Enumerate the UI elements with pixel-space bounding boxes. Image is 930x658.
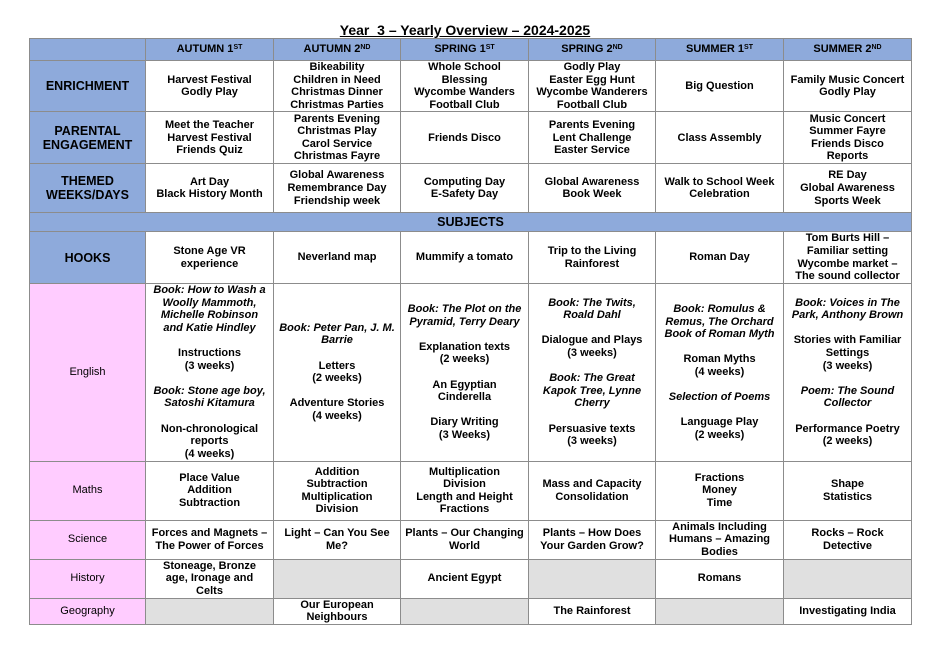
cell-text-line bbox=[658, 379, 781, 392]
cell-text-line bbox=[531, 322, 653, 335]
cell-text-line: Godly Play bbox=[181, 86, 238, 99]
cell-text-line: Christmas Play bbox=[297, 125, 377, 138]
hooks-cell bbox=[401, 232, 529, 283]
cell-text-line bbox=[276, 347, 398, 360]
cell-text-line bbox=[148, 334, 271, 347]
cell-text-line: Whole School bbox=[428, 61, 501, 73]
cell-text-line: Children in Need bbox=[293, 73, 381, 86]
maths-row bbox=[30, 461, 912, 520]
book-title-line: Michelle Robinson bbox=[160, 309, 259, 322]
subjects-heading-row bbox=[30, 213, 912, 232]
cell-text-line: Tom Burts Hill – bbox=[805, 232, 890, 245]
cell-text-line: Trip to the Living bbox=[547, 244, 637, 257]
cell-text-line: Stories with Familiar bbox=[793, 334, 902, 347]
cell-text-line: RE Day bbox=[828, 169, 867, 182]
cell-text-line: Wycombe Wanderers bbox=[536, 86, 648, 99]
cell-text-line: Length and Height bbox=[416, 490, 513, 503]
hooks-cell bbox=[784, 232, 912, 283]
cell-text-line: Art Day bbox=[189, 175, 230, 188]
cell-text-line: Parents Evening bbox=[293, 112, 381, 125]
corner-cell bbox=[30, 39, 146, 61]
row-label-line: WEEKS/DAYS bbox=[46, 188, 129, 203]
english-cell bbox=[146, 283, 274, 461]
book-title-line: Book: Romulus & bbox=[673, 302, 766, 315]
book-title-line: Remus, The Orchard bbox=[665, 315, 774, 328]
book-title-line: Collector bbox=[823, 397, 872, 410]
cell-text-line: Computing Day bbox=[423, 175, 506, 188]
enrichment-row-label: ENRICHMENT bbox=[30, 61, 146, 112]
book-title-line: Poem: The Sound bbox=[800, 384, 895, 397]
geography-cell bbox=[784, 598, 912, 624]
cell-text-line: Harvest Festival bbox=[167, 73, 252, 86]
row-label-line: PARENTAL bbox=[54, 123, 121, 138]
cell-text-line: Meet the Teacher bbox=[164, 118, 255, 131]
book-title-line: Book: Voices in The bbox=[795, 296, 900, 309]
cell-text-line: Non-chronological bbox=[160, 422, 259, 435]
cell-text-line: World bbox=[449, 539, 480, 552]
book-title-line: Book: The Great bbox=[549, 372, 635, 385]
history-cell bbox=[529, 559, 656, 598]
cell-text-line: (3 weeks) bbox=[184, 359, 235, 372]
parental-cell bbox=[401, 112, 529, 164]
maths-cell bbox=[401, 461, 529, 520]
cell-text-line: Sports Week bbox=[814, 194, 881, 207]
history-cell bbox=[274, 559, 401, 598]
enrichment-cell bbox=[656, 61, 784, 112]
cell-text-line: Settings bbox=[825, 347, 870, 360]
cell-text-line: Multiplication bbox=[301, 490, 373, 503]
cell-text-line bbox=[786, 410, 909, 423]
science-cell bbox=[401, 520, 529, 559]
history-row-label: History bbox=[30, 559, 146, 598]
themed-cell bbox=[784, 164, 912, 213]
cell-text-line: Addition bbox=[187, 484, 232, 497]
english-cell bbox=[529, 283, 656, 461]
cell-text-line: Division bbox=[443, 478, 486, 491]
cell-text-line: (3 weeks) bbox=[822, 359, 873, 372]
book-title-line: Roald Dahl bbox=[563, 309, 621, 322]
cell-text-line: Wycombe Wanders bbox=[414, 86, 515, 99]
cell-text-line: (4 weeks) bbox=[184, 447, 235, 460]
cell-text-line: Friendship week bbox=[293, 194, 381, 207]
cell-text-line: Dialogue and Plays bbox=[541, 334, 643, 347]
cell-text-line: (4 weeks) bbox=[312, 410, 362, 423]
cell-text-line: Stone Age VR bbox=[173, 244, 246, 257]
cell-text-line: Easter Egg Hunt bbox=[549, 73, 635, 86]
cell-text-line bbox=[658, 404, 781, 417]
cell-text-line: Adventure Stories bbox=[289, 397, 385, 410]
cell-text-line: Explanation texts bbox=[418, 340, 511, 353]
cell-text-line: Christmas Dinner bbox=[291, 86, 383, 99]
science-cell bbox=[784, 520, 912, 559]
cell-text-line: Humans – Amazing bbox=[668, 533, 771, 546]
cell-text-line: Language Play bbox=[680, 416, 759, 429]
subjects-heading: SUBJECTS bbox=[30, 213, 912, 232]
cell-text-line: (3 weeks) bbox=[567, 435, 617, 448]
enrichment-row bbox=[30, 61, 912, 112]
themed-cell bbox=[274, 164, 401, 213]
cell-text-line: Bikeability bbox=[309, 61, 365, 73]
maths-cell bbox=[529, 461, 656, 520]
cell-text-line: Place Value bbox=[179, 471, 240, 484]
cell-text-line bbox=[531, 360, 653, 373]
geography-cell bbox=[274, 598, 401, 624]
cell-text-line: Global Awareness bbox=[800, 182, 895, 195]
cell-text-line bbox=[403, 404, 526, 417]
cell-text-line: Blessing bbox=[441, 73, 488, 86]
hooks-row-label: HOOKS bbox=[30, 232, 146, 283]
cell-text-line: Our European bbox=[300, 598, 374, 611]
cell-text-line: Neighbours bbox=[306, 611, 368, 624]
cell-text-line: Division bbox=[315, 503, 359, 516]
themed-cell bbox=[146, 164, 274, 213]
cell-text-line: Godly Play bbox=[819, 86, 876, 99]
themed-cell bbox=[656, 164, 784, 213]
geography-cell bbox=[146, 598, 274, 624]
cell-text-line: Mass and Capacity bbox=[542, 478, 642, 491]
parental-row-label bbox=[30, 112, 146, 164]
cell-text-line: Family Music Concert bbox=[790, 73, 905, 86]
cell-text-line: Remembrance Day bbox=[287, 182, 387, 195]
cell-text-line: Instructions bbox=[178, 347, 241, 360]
cell-text-line: Romans bbox=[697, 572, 742, 585]
cell-text-line: (2 weeks) bbox=[439, 353, 490, 366]
themed-row-label bbox=[30, 164, 146, 213]
yearly-overview-table bbox=[29, 38, 912, 625]
science-row bbox=[30, 520, 912, 559]
book-title-line: Book of Roman Myth bbox=[664, 328, 775, 341]
cell-text-line: Subtraction bbox=[178, 497, 241, 510]
geography-cell bbox=[656, 598, 784, 624]
cell-text-line: (3 Weeks) bbox=[438, 428, 491, 441]
book-title-line: Selection of Poems bbox=[668, 391, 771, 404]
parental-cell bbox=[656, 112, 784, 164]
themed-weeks-row bbox=[30, 164, 912, 213]
cell-text-line: Harvest Festival bbox=[167, 131, 252, 144]
cell-text-line: Light – Can You See bbox=[284, 527, 390, 540]
enrichment-cell bbox=[274, 61, 401, 112]
hooks-cell bbox=[146, 232, 274, 283]
cell-text-line: Bodies bbox=[701, 546, 738, 559]
book-title-line: Book: Stone age boy, bbox=[153, 384, 266, 397]
cell-text-line: experience bbox=[180, 257, 239, 270]
cell-text-line: Celts bbox=[196, 584, 223, 597]
cell-text-line: Fractions bbox=[694, 471, 745, 484]
cell-text-line: (4 weeks) bbox=[694, 365, 745, 378]
book-title-line: Book: Peter Pan, J. M. bbox=[279, 321, 395, 334]
term-header: AUTUMN 1ST bbox=[146, 39, 274, 61]
cell-text-line: Diary Writing bbox=[430, 416, 499, 429]
cell-text-line bbox=[148, 372, 271, 385]
cell-text-line: Shape bbox=[830, 478, 864, 491]
term-header: SPRING 2ND bbox=[529, 39, 656, 61]
row-label-line: ENGAGEMENT bbox=[42, 137, 133, 152]
cell-text-line: Friends Disco bbox=[428, 131, 501, 144]
history-cell bbox=[401, 559, 529, 598]
cell-text-line: Addition bbox=[314, 465, 360, 478]
cell-text-line: Forces and Magnets – bbox=[151, 527, 268, 540]
cell-text-line: Friends Quiz bbox=[176, 144, 243, 157]
science-cell bbox=[146, 520, 274, 559]
geography-cell bbox=[529, 598, 656, 624]
enrichment-cell bbox=[146, 61, 274, 112]
page-title: Year_3 – Yearly Overview – 2024-2025 bbox=[339, 22, 591, 38]
cell-text-line: Multiplication bbox=[429, 465, 500, 478]
cell-text-line: Global Awareness bbox=[289, 169, 385, 182]
cell-text-line: Mummify a tomato bbox=[415, 251, 514, 264]
cell-text-line: Football Club bbox=[429, 98, 500, 111]
cell-text-line: Stoneage, Bronze bbox=[163, 559, 256, 572]
science-cell bbox=[274, 520, 401, 559]
cell-text-line: An Egyptian bbox=[432, 378, 497, 391]
themed-cell bbox=[401, 164, 529, 213]
cell-text-line: Book Week bbox=[562, 188, 622, 201]
book-title-line: Woolly Mammoth, bbox=[162, 296, 257, 309]
cell-text-line: Cinderella bbox=[437, 391, 492, 404]
cell-text-line: The Power of Forces bbox=[155, 539, 264, 552]
hooks-cell bbox=[656, 232, 784, 283]
english-cell bbox=[656, 283, 784, 461]
cell-text-line: Class Assembly bbox=[677, 131, 762, 144]
book-title-line: Book: The Plot on the bbox=[407, 302, 522, 315]
book-title-line: Cherry bbox=[574, 397, 610, 410]
cell-text-line: Ancient Egypt bbox=[427, 572, 502, 585]
term-header: SUMMER 2ND bbox=[784, 39, 912, 61]
cell-text-line: Statistics bbox=[823, 490, 872, 503]
term-header: SUMMER 1ST bbox=[656, 39, 784, 61]
cell-text-line: (3 weeks) bbox=[567, 347, 617, 360]
cell-text-line: Easter Service bbox=[554, 144, 630, 157]
maths-cell bbox=[784, 461, 912, 520]
cell-text-line bbox=[531, 410, 653, 423]
science-cell bbox=[529, 520, 656, 559]
cell-text-line: reports bbox=[190, 435, 229, 448]
cell-text-line: Subtraction bbox=[306, 478, 368, 491]
parental-cell bbox=[784, 112, 912, 164]
cell-text-line: Letters bbox=[318, 359, 356, 372]
parental-cell bbox=[146, 112, 274, 164]
cell-text-line bbox=[403, 328, 526, 341]
enrichment-cell bbox=[784, 61, 912, 112]
cell-text-line: age, Ironage and bbox=[165, 572, 254, 585]
cell-text-line: Carol Service bbox=[301, 137, 373, 150]
cell-text-line: Music Concert bbox=[809, 112, 886, 125]
term-header-row bbox=[30, 39, 912, 61]
cell-text-line: Neverland map bbox=[297, 251, 377, 264]
cell-text-line: Roman Day bbox=[689, 251, 750, 264]
cell-text-line: Consolidation bbox=[555, 490, 629, 503]
maths-cell bbox=[146, 461, 274, 520]
science-cell bbox=[656, 520, 784, 559]
cell-text-line: Black History Month bbox=[156, 188, 263, 201]
cell-text-line: Time bbox=[706, 497, 733, 510]
book-title-line: Park, Anthony Brown bbox=[791, 309, 904, 322]
book-title-line: Book: How to Wash a bbox=[153, 284, 266, 297]
science-row-label: Science bbox=[30, 520, 146, 559]
cell-text-line: Roman Myths bbox=[683, 353, 756, 366]
english-cell bbox=[274, 283, 401, 461]
history-cell bbox=[784, 559, 912, 598]
cell-text-line: Familiar setting bbox=[806, 244, 889, 257]
hooks-row bbox=[30, 232, 912, 283]
cell-text-line: Celebration bbox=[689, 188, 750, 201]
cell-text-line: E-Safety Day bbox=[430, 188, 499, 201]
cell-text-line: Summer Fayre bbox=[809, 125, 886, 138]
cell-text-line: The Rainforest bbox=[553, 604, 631, 617]
cell-text-line bbox=[148, 410, 271, 423]
cell-text-line: Football Club bbox=[556, 98, 628, 111]
book-title-line: Satoshi Kitamura bbox=[164, 397, 255, 410]
cell-text-line: Rainforest bbox=[564, 257, 620, 270]
cell-text-line: Christmas Fayre bbox=[293, 150, 381, 163]
geography-row bbox=[30, 598, 912, 624]
cell-text-line: Big Question bbox=[685, 79, 754, 92]
cell-text-line: Fractions bbox=[439, 503, 490, 516]
english-row-label: English bbox=[30, 283, 146, 461]
book-title-line: and Katie Hindley bbox=[163, 321, 256, 334]
enrichment-cell bbox=[529, 61, 656, 112]
cell-text-line bbox=[276, 385, 398, 398]
cell-text-line: Animals Including bbox=[672, 520, 767, 533]
cell-text-line: Detective bbox=[823, 539, 872, 552]
cell-text-line bbox=[786, 322, 909, 335]
cell-text-line: Your Garden Grow? bbox=[540, 539, 644, 552]
cell-text-line: Me? bbox=[326, 539, 348, 552]
term-header: SPRING 1ST bbox=[401, 39, 529, 61]
maths-cell bbox=[274, 461, 401, 520]
geography-cell bbox=[401, 598, 529, 624]
english-cell bbox=[784, 283, 912, 461]
row-label-line: THEMED bbox=[61, 174, 114, 189]
cell-text-line bbox=[658, 341, 781, 354]
hooks-cell bbox=[274, 232, 401, 283]
cell-text-line bbox=[403, 366, 526, 379]
cell-text-line: Money bbox=[702, 484, 737, 497]
cell-text-line: (2 weeks) bbox=[312, 372, 362, 385]
cell-text-line: Reports bbox=[826, 150, 869, 163]
cell-text-line: Plants – How Does bbox=[542, 527, 642, 540]
cell-text-line bbox=[786, 372, 909, 385]
cell-text-line: Christmas Parties bbox=[290, 98, 384, 111]
geography-row-label: Geography bbox=[30, 598, 146, 624]
history-cell bbox=[656, 559, 784, 598]
cell-text-line: Rocks – Rock bbox=[811, 527, 884, 540]
history-cell bbox=[146, 559, 274, 598]
maths-row-label: Maths bbox=[30, 461, 146, 520]
book-title-line: Barrie bbox=[321, 334, 353, 347]
book-title-line: Kapok Tree, Lynne bbox=[542, 384, 642, 397]
history-row bbox=[30, 559, 912, 598]
parental-cell bbox=[274, 112, 401, 164]
book-title-line: Book: The Twits, bbox=[548, 296, 636, 309]
cell-text-line: Walk to School Week bbox=[664, 175, 775, 188]
cell-text-line: Performance Poetry bbox=[795, 422, 900, 435]
cell-text-line: Persuasive texts bbox=[548, 422, 636, 435]
cell-text-line: Wycombe market – bbox=[797, 257, 898, 270]
cell-text-line: Investigating India bbox=[799, 604, 896, 617]
parental-cell bbox=[529, 112, 656, 164]
cell-text-line: (2 weeks) bbox=[694, 428, 745, 441]
cell-text-line: The sound collector bbox=[795, 270, 900, 283]
term-header: AUTUMN 2ND bbox=[274, 39, 401, 61]
maths-cell bbox=[656, 461, 784, 520]
cell-text-line: Lent Challenge bbox=[552, 131, 632, 144]
enrichment-cell bbox=[401, 61, 529, 112]
parental-engagement-row bbox=[30, 112, 912, 164]
english-cell bbox=[401, 283, 529, 461]
cell-text-line: (2 weeks) bbox=[822, 435, 873, 448]
themed-cell bbox=[529, 164, 656, 213]
cell-text-line: Friends Disco bbox=[811, 137, 884, 150]
cell-text-line: Godly Play bbox=[563, 61, 621, 73]
cell-text-line: Global Awareness bbox=[544, 175, 640, 188]
hooks-cell bbox=[529, 232, 656, 283]
cell-text-line: Plants – Our Changing bbox=[405, 527, 524, 540]
cell-text-line: Parents Evening bbox=[548, 118, 636, 131]
english-row bbox=[30, 283, 912, 461]
book-title-line: Pyramid, Terry Deary bbox=[409, 315, 520, 328]
